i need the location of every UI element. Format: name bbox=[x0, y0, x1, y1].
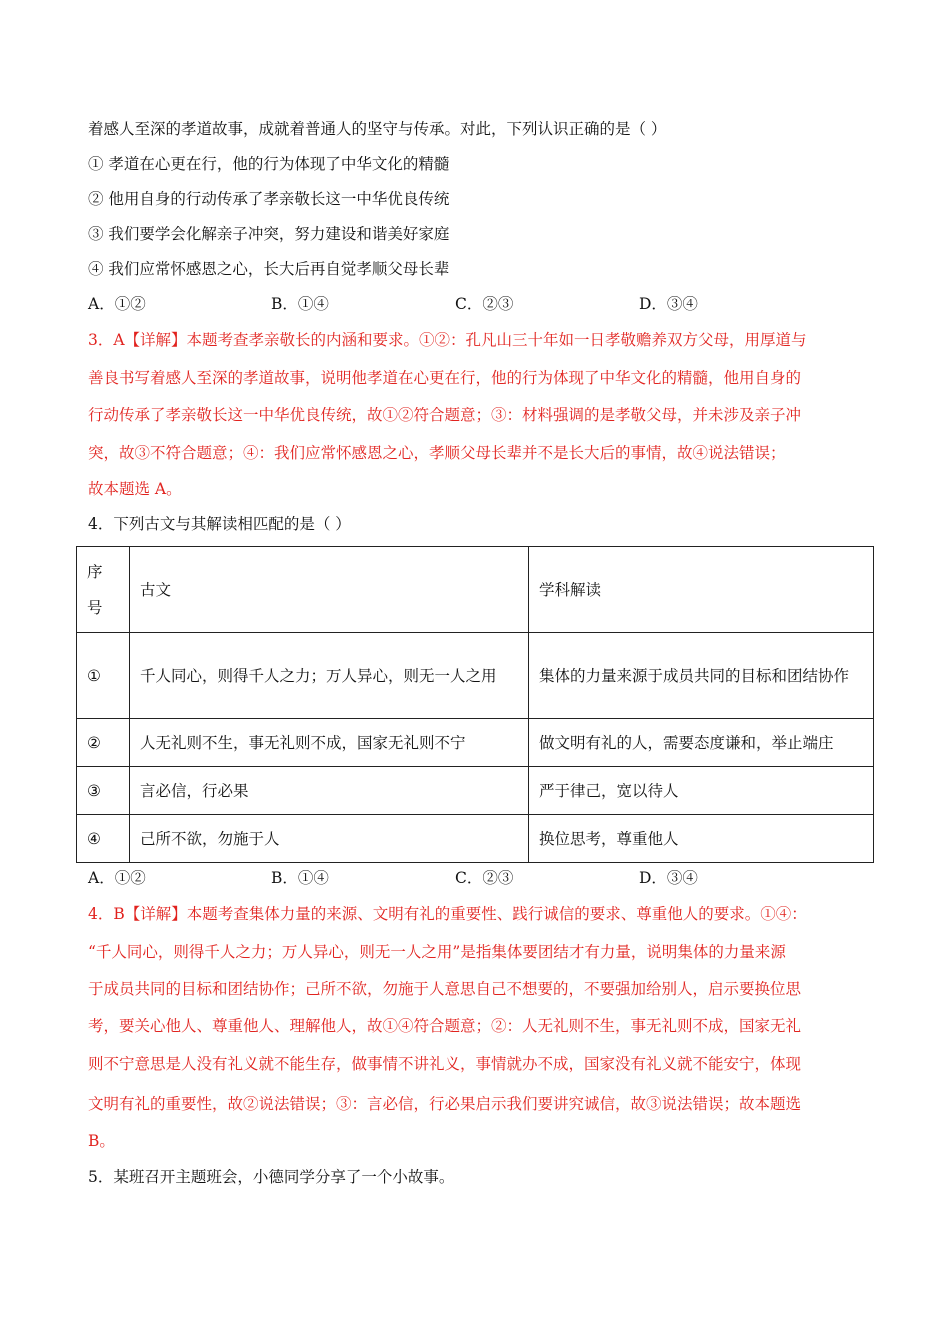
row-text: 言必信，行必果 bbox=[130, 767, 529, 815]
row-text: 己所不欲，勿施于人 bbox=[130, 815, 529, 863]
q3-answer-line-5: 故本题选 A。 bbox=[88, 480, 182, 498]
table-row bbox=[77, 633, 874, 719]
q4-answer-line-6: 文明有礼的重要性，故②说法错误；③：言必信，行必果启示我们要讲究诚信，故③说法错误；故本题选 bbox=[88, 1095, 802, 1113]
row-interp: 做文明有礼的人，需要态度谦和，举止端庄 bbox=[529, 719, 874, 767]
q4-answer-line-1: 4．B【详解】本题考查集体力量的来源、文明有礼的重要性、践行诚信的要求、尊重他人的要求。①④： bbox=[88, 905, 807, 923]
q3-statement-1: ① 孝道在心更在行，他的行为体现了中华文化的精髓 bbox=[88, 155, 450, 173]
q3-answer-line-2: 善良书写着感人至深的孝道故事，说明他孝道在心更在行，他的行为体现了中华文化的精髓，他用自身的 bbox=[88, 369, 802, 387]
header-interp: 学科解读 bbox=[529, 547, 874, 633]
row-num: ③ bbox=[77, 767, 130, 815]
q3-statement-2: ② 他用自身的行动传承了孝亲敬长这一中华优良传统 bbox=[88, 190, 450, 208]
q3-answer-line-1: 3．A【详解】本题考查孝亲敬长的内涵和要求。①②：孔凡山三十年如一日孝敬赡养双方父母，用厚道与 bbox=[88, 331, 807, 349]
q3-statement-4: ④ 我们应常怀感恩之心，长大后再自觉孝顺父母长辈 bbox=[88, 260, 450, 278]
q4-option-a: A．①② bbox=[88, 869, 146, 887]
q3-option-a: A．①② bbox=[88, 295, 146, 313]
row-num: ④ bbox=[77, 815, 130, 863]
q3-option-c: C．②③ bbox=[455, 295, 514, 313]
question-3-stem-continuation: 着感人至深的孝道故事，成就着普通人的坚守与传承。对此，下列认识正确的是（ ） bbox=[88, 120, 667, 138]
q4-answer-line-2: “千人同心，则得千人之力；万人异心，则无一人之用”是指集体要团结才有力量，说明集体的力量来源 bbox=[88, 943, 786, 961]
row-interp: 集体的力量来源于成员共同的目标和团结协作 bbox=[529, 633, 874, 719]
header-text: 古文 bbox=[130, 547, 529, 633]
table-row bbox=[77, 815, 874, 863]
question-5-stem: 5．某班召开主题班会，小德同学分享了一个小故事。 bbox=[88, 1168, 455, 1186]
row-num: ① bbox=[77, 633, 130, 719]
row-interp: 严于律己，宽以待人 bbox=[529, 767, 874, 815]
q3-answer-line-4: 突，故③不符合题意；④：我们应常怀感恩之心，孝顺父母长辈并不是长大后的事情，故④说法错误； bbox=[88, 444, 786, 462]
q4-answer-line-3: 于成员共同的目标和团结协作；己所不欲，勿施于人意思自己不想要的，不要强加给别人，启示要换位思 bbox=[88, 980, 802, 998]
row-text: 人无礼则不生，事无礼则不成，国家无礼则不宁 bbox=[130, 719, 529, 767]
q3-statement-3: ③ 我们要学会化解亲子冲突，努力建设和谐美好家庭 bbox=[88, 225, 450, 243]
q4-answer-line-7: B。 bbox=[88, 1132, 115, 1150]
q3-option-b: B．①④ bbox=[271, 295, 329, 313]
q4-answer-line-5: 则不宁意思是人没有礼义就不能生存，做事情不讲礼义，事情就办不成，国家没有礼义就不能安宁，体现 bbox=[88, 1055, 802, 1073]
table-row bbox=[77, 719, 874, 767]
row-num: ② bbox=[77, 719, 130, 767]
q4-option-c: C．②③ bbox=[455, 869, 514, 887]
q3-answer-line-3: 行动传承了孝亲敬长这一中华优良传统，故①②符合题意；③：材料强调的是孝敬父母，并未涉及亲子冲 bbox=[88, 406, 802, 424]
q3-option-d: D．③④ bbox=[639, 295, 698, 313]
header-num: 序号 bbox=[77, 547, 130, 633]
q4-answer-line-4: 考，要关心他人、尊重他人、理解他人，故①④符合题意；②：人无礼则不生，事无礼则不成，国家无礼 bbox=[88, 1017, 802, 1035]
q4-table bbox=[76, 546, 874, 863]
row-interp: 换位思考，尊重他人 bbox=[529, 815, 874, 863]
q4-option-b: B．①④ bbox=[271, 869, 329, 887]
table-row bbox=[77, 767, 874, 815]
row-text: 千人同心，则得千人之力；万人异心，则无一人之用 bbox=[130, 633, 529, 719]
question-4-stem: 4．下列古文与其解读相匹配的是（ ） bbox=[88, 515, 351, 533]
table-header-row bbox=[77, 547, 874, 633]
q4-option-d: D．③④ bbox=[639, 869, 698, 887]
